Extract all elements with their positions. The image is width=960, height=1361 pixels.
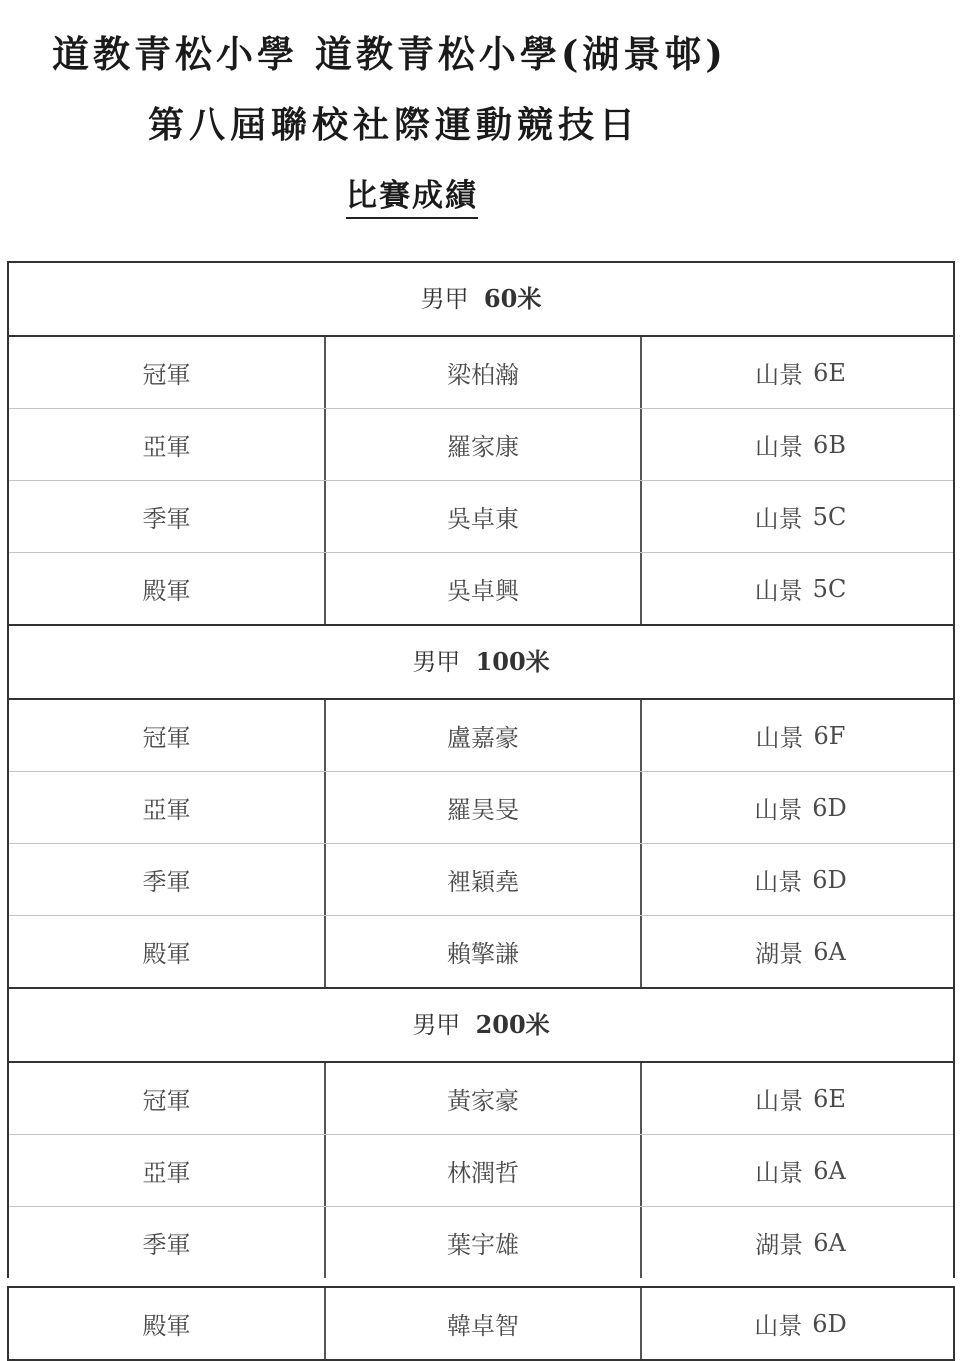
table-row <box>9 552 953 624</box>
place-cell: 亞軍 <box>142 796 191 824</box>
school-text: 山景 <box>755 1159 804 1187</box>
class-text: 6D <box>812 793 847 822</box>
class-cell <box>640 337 953 408</box>
athlete-cell: 黃家豪 <box>324 1063 640 1134</box>
school-text: 湖景 <box>755 940 804 968</box>
athlete-cell: 林潤哲 <box>324 1135 640 1206</box>
school-text: 山景 <box>754 505 803 533</box>
table-row <box>9 480 953 552</box>
place-cell: 亞軍 <box>142 433 191 461</box>
class-cell <box>640 1288 953 1359</box>
school-text: 山景 <box>754 577 803 605</box>
table-row <box>9 1206 953 1278</box>
class-cell <box>640 481 953 552</box>
school-text: 山景 <box>755 1087 804 1115</box>
event-distance: 200米 <box>475 1010 550 1039</box>
event-distance: 60米 <box>483 284 542 313</box>
event-header <box>9 624 953 700</box>
results-table <box>7 261 955 1361</box>
place-cell: 季軍 <box>142 1231 191 1259</box>
table-row <box>9 843 953 915</box>
class-cell <box>640 772 953 843</box>
table-row <box>9 700 953 771</box>
school-text: 山景 <box>755 724 804 752</box>
place-cell: 冠軍 <box>142 724 191 752</box>
table-row <box>9 337 953 408</box>
event-distance: 100米 <box>475 647 550 676</box>
results-block-lower <box>7 1286 955 1361</box>
place-cell: 殿軍 <box>142 577 191 605</box>
athlete-cell: 韓卓智 <box>324 1288 640 1359</box>
event-header <box>9 261 953 337</box>
table-row <box>9 1063 953 1134</box>
school-text: 山景 <box>755 433 804 461</box>
event-day-heading: 第八屆聯校社際運動競技日 <box>148 104 641 146</box>
class-text: 5C <box>812 502 847 531</box>
athlete-cell: 羅家康 <box>324 409 640 480</box>
athlete-cell: 葉宇雄 <box>324 1207 640 1278</box>
place-cell: 殿軍 <box>142 1312 191 1340</box>
class-text: 6A <box>813 1228 846 1257</box>
class-cell <box>640 700 953 771</box>
table-row <box>9 408 953 480</box>
athlete-cell: 裡穎堯 <box>324 844 640 915</box>
class-text: 6A <box>813 1156 846 1185</box>
athlete-cell: 賴擎謙 <box>324 916 640 987</box>
class-text: 6F <box>813 721 846 750</box>
class-text: 6E <box>813 1084 846 1113</box>
table-row <box>9 915 953 987</box>
table-row <box>9 1134 953 1206</box>
results-block-upper <box>7 261 955 1278</box>
place-cell: 殿軍 <box>142 940 191 968</box>
athlete-cell: 吳卓東 <box>324 481 640 552</box>
place-cell: 亞軍 <box>142 1159 191 1187</box>
athlete-cell: 吳卓興 <box>324 553 640 624</box>
class-cell <box>640 1207 953 1278</box>
place-cell: 季軍 <box>142 505 191 533</box>
class-text: 5C <box>812 574 847 603</box>
school-text: 山景 <box>754 1312 803 1340</box>
class-cell <box>640 844 953 915</box>
school-text: 湖景 <box>755 1231 804 1259</box>
class-text: 6D <box>812 1309 847 1338</box>
table-row <box>9 771 953 843</box>
class-cell <box>640 1063 953 1134</box>
school-text: 山景 <box>754 868 803 896</box>
class-text: 6D <box>812 865 847 894</box>
class-cell <box>640 553 953 624</box>
athlete-cell: 盧嘉豪 <box>324 700 640 771</box>
event-name: 男甲 <box>420 285 469 313</box>
class-cell <box>640 1135 953 1206</box>
school-text: 山景 <box>754 796 803 824</box>
athlete-cell: 梁柏瀚 <box>324 337 640 408</box>
event-name: 男甲 <box>412 648 461 676</box>
class-text: 6A <box>813 937 846 966</box>
school-names-heading: 道教青松小學 道教青松小學(湖景邨) <box>52 32 727 76</box>
place-cell: 季軍 <box>142 868 191 896</box>
event-header <box>9 987 953 1063</box>
place-cell: 冠軍 <box>142 1087 191 1115</box>
place-cell: 冠軍 <box>142 361 191 389</box>
results-subheading: 比賽成績 <box>346 170 478 219</box>
class-text: 6B <box>813 430 846 459</box>
class-text: 6E <box>813 358 846 387</box>
table-row <box>9 1288 953 1359</box>
class-cell <box>640 409 953 480</box>
class-cell <box>640 916 953 987</box>
event-name: 男甲 <box>412 1011 461 1039</box>
school-text: 山景 <box>755 361 804 389</box>
athlete-cell: 羅昊旻 <box>324 772 640 843</box>
